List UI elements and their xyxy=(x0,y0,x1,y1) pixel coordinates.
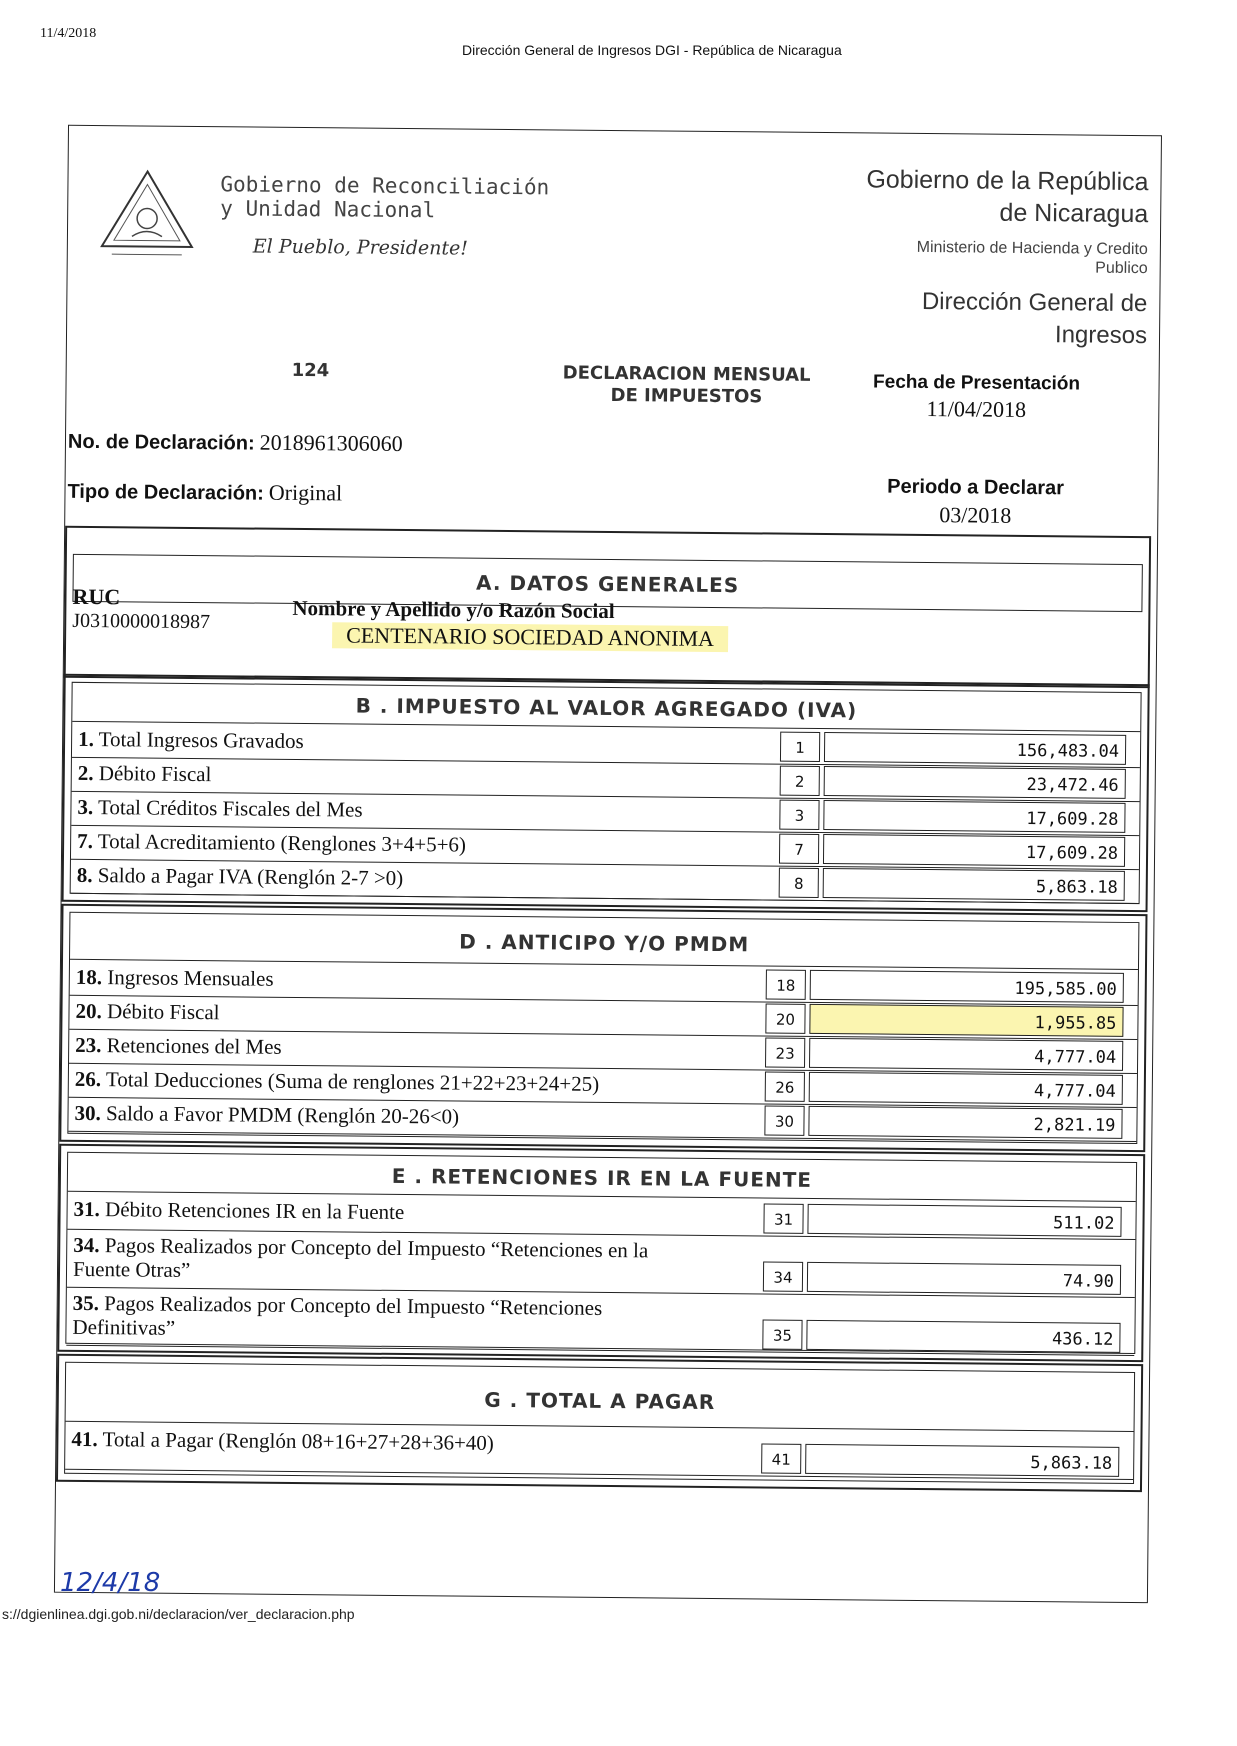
dgi-line-2: Ingresos xyxy=(1054,321,1148,350)
row-number: 30. xyxy=(74,1100,101,1126)
row-number: 26. xyxy=(74,1066,102,1092)
ruc-label: RUC xyxy=(72,583,121,610)
row-number: 41. xyxy=(71,1426,98,1452)
row-text: Total Ingresos Gravados xyxy=(98,727,304,754)
ministry-line-2: Publico xyxy=(1095,259,1148,278)
section-e-retenciones xyxy=(57,1144,1145,1362)
section-g-title: G . TOTAL A PAGAR xyxy=(66,1363,1135,1432)
line-code: 3 xyxy=(779,800,819,830)
row-label xyxy=(77,863,404,891)
row-text: Débito Fiscal xyxy=(106,999,220,1025)
row-label xyxy=(77,795,362,823)
section-e-title: E . RETENCIONES IR EN LA FUENTE xyxy=(68,1153,1136,1202)
line-code: 2 xyxy=(780,766,820,796)
row-text: Total a Pagar (Renglón 08+16+27+28+36+40) xyxy=(102,1427,494,1455)
row-label xyxy=(75,999,219,1025)
row-label xyxy=(74,1101,459,1130)
section-b-title: B . IMPUESTO AL VALOR AGREGADO (IVA) xyxy=(72,683,1140,732)
line-code: 20 xyxy=(765,1003,805,1033)
line-amount: 5,863.18 xyxy=(823,868,1125,901)
row-text: Retenciones del Mes xyxy=(106,1033,282,1059)
line-amount: 17,609.28 xyxy=(823,834,1125,867)
line-amount: 23,472.46 xyxy=(824,766,1126,799)
nicaragua-emblem-icon xyxy=(92,166,203,262)
row-label xyxy=(71,1427,494,1456)
line-amount: 74.90 xyxy=(807,1262,1121,1295)
row-label xyxy=(77,829,466,858)
form-title-line-1: DECLARACION MENSUAL xyxy=(562,362,811,386)
row-number: 31. xyxy=(73,1196,100,1222)
line-code: 26 xyxy=(765,1071,805,1101)
row-text: Débito Fiscal xyxy=(98,761,212,787)
line-amount: 156,483.04 xyxy=(824,732,1126,765)
row-label xyxy=(72,1291,602,1344)
line-amount: 195,585.00 xyxy=(810,970,1124,1003)
republic-title xyxy=(828,163,1149,230)
row-text: Total Créditos Fiscales del Mes xyxy=(97,795,363,822)
row-text: Pagos Realizados por Concepto del Impuesto “Retenciones en la xyxy=(104,1233,649,1263)
declaration-number xyxy=(68,428,403,457)
republic-line-2: de Nicaragua xyxy=(999,198,1149,229)
slogan: El Pueblo, Presidente! xyxy=(252,235,469,260)
row-label xyxy=(78,761,212,787)
section-a-title: A. DATOS GENERALES xyxy=(72,554,1142,612)
row-text: Saldo a Favor PMDM (Renglón 20-26<0) xyxy=(105,1101,460,1129)
line-amount: 1,955.85 xyxy=(809,1004,1123,1037)
business-name-value: CENTENARIO SOCIEDAD ANONIMA xyxy=(332,622,728,652)
line-amount: 17,609.28 xyxy=(823,800,1125,833)
line-code: 30 xyxy=(764,1105,804,1135)
line-code: 8 xyxy=(779,868,819,898)
line-amount: 4,777.04 xyxy=(809,1072,1123,1105)
form-title xyxy=(546,362,826,409)
line-amount: 2,821.19 xyxy=(808,1106,1122,1139)
line-code: 31 xyxy=(763,1203,803,1233)
section-g-total xyxy=(56,1354,1143,1492)
print-page-title: Dirección General de Ingresos DGI - República de Nicaragua xyxy=(462,42,842,58)
row-number: 7. xyxy=(77,828,94,854)
government-line-1: Gobierno de Reconciliación xyxy=(220,172,550,200)
table-row xyxy=(65,1423,1133,1480)
row-number: 18. xyxy=(75,964,103,990)
republic-line-1: Gobierno de la República xyxy=(866,165,1149,197)
form-title-line-2: DE IMPUESTOS xyxy=(610,384,763,408)
line-code: 41 xyxy=(761,1443,801,1473)
row-number: 2. xyxy=(77,760,94,786)
print-date: 11/4/2018 xyxy=(40,26,97,41)
line-amount: 511.02 xyxy=(807,1204,1121,1237)
declaration-number-label: No. de Declaración: xyxy=(67,430,255,455)
declaration-type xyxy=(67,478,342,507)
row-text-continued: Fuente Otras” xyxy=(72,1256,191,1282)
row-text-continued: Definitivas” xyxy=(72,1314,176,1340)
submission-date-label: Fecha de Presentación xyxy=(873,371,1081,395)
submission-date-value: 11/04/2018 xyxy=(926,396,1027,422)
row-number: 35. xyxy=(72,1290,100,1316)
row-number: 34. xyxy=(73,1232,100,1258)
dgi-name xyxy=(827,285,1148,352)
declaration-number-value: 2018961306060 xyxy=(259,429,403,456)
row-label xyxy=(76,965,274,992)
row-number: 23. xyxy=(75,1032,102,1058)
section-b-iva xyxy=(62,674,1150,912)
row-label xyxy=(73,1197,404,1225)
row-text: Total Deducciones (Suma de renglones 21+22+23+24+25) xyxy=(105,1067,600,1096)
period-label: Periodo a Declarar xyxy=(887,475,1065,500)
declaration-type-label: Tipo de Declaración: xyxy=(67,480,264,505)
ministry-line-1: Ministerio de Hacienda y Credito xyxy=(916,238,1148,259)
row-number: 1. xyxy=(78,726,94,752)
section-a-general-data xyxy=(64,526,1151,688)
line-amount: 436.12 xyxy=(806,1320,1120,1353)
row-text: Débito Retenciones IR en la Fuente xyxy=(105,1197,405,1225)
row-number: 8. xyxy=(76,862,93,888)
section-d-anticipo xyxy=(59,904,1147,1152)
form-number: 124 xyxy=(291,359,330,382)
business-name-label: Nombre y Apellido y/o Razón Social xyxy=(292,595,615,624)
row-label xyxy=(75,1067,600,1097)
row-text: Pagos Realizados por Concepto del Impuesto “Retenciones xyxy=(104,1291,603,1320)
period-value: 03/2018 xyxy=(939,502,1012,528)
row-number: 3. xyxy=(77,794,94,820)
line-code: 34 xyxy=(763,1261,803,1291)
line-amount: 4,777.04 xyxy=(809,1038,1123,1071)
line-code: 18 xyxy=(766,969,806,999)
line-code: 35 xyxy=(762,1319,802,1349)
dgi-line-1: Dirección General de xyxy=(921,287,1148,318)
handwritten-date: 12/4/18 xyxy=(60,1568,161,1598)
declaration-type-value: Original xyxy=(268,479,343,506)
government-line-2: y Unidad Nacional xyxy=(220,196,436,223)
line-code: 23 xyxy=(765,1037,805,1067)
line-amount: 5,863.18 xyxy=(805,1444,1119,1477)
row-number: 20. xyxy=(75,998,102,1024)
row-text: Saldo a Pagar IVA (Renglón 2-7 >0) xyxy=(97,863,404,891)
table-row xyxy=(66,1287,1135,1356)
row-text: Total Acreditamiento (Renglones 3+4+5+6) xyxy=(97,829,467,857)
ministry-name xyxy=(848,237,1148,278)
row-label xyxy=(78,727,304,754)
section-d-title: D . ANTICIPO Y/O PMDM xyxy=(70,913,1138,970)
row-text: Ingresos Mensuales xyxy=(107,965,274,991)
print-url: s://dgienlinea.dgi.gob.ni/declaracion/ver_declaracion.php xyxy=(2,1606,355,1622)
ruc-value: J0310000018987 xyxy=(72,609,211,634)
declaration-form xyxy=(54,125,1162,1603)
government-name xyxy=(220,172,549,223)
row-label xyxy=(75,1033,282,1060)
line-code: 7 xyxy=(779,834,819,864)
row-label xyxy=(73,1233,648,1287)
line-code: 1 xyxy=(780,732,820,762)
